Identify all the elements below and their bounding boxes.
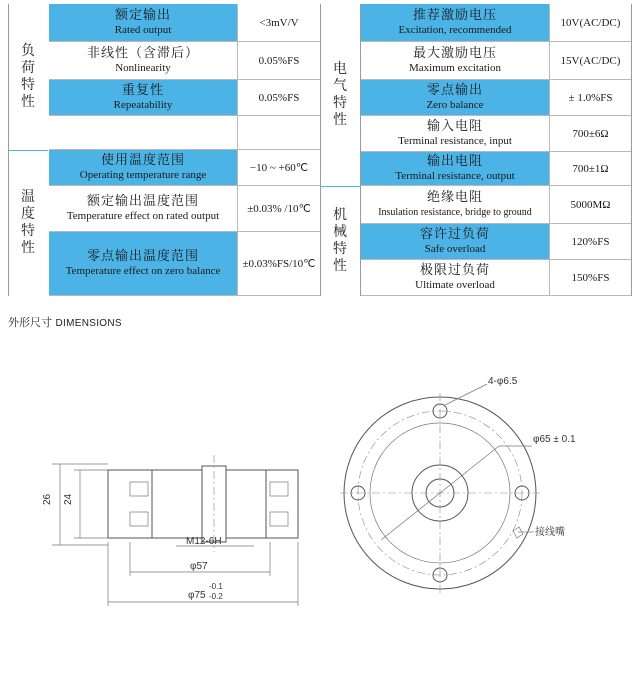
- height-outer-label: 26: [42, 493, 53, 505]
- side-pocket-2: [130, 512, 148, 526]
- side-view: [42, 455, 298, 606]
- bolt-circle-label: φ65 ± 0.1: [533, 434, 576, 445]
- spec-row-rated-output: 额定输出 Rated output <3mV/V: [49, 4, 320, 42]
- outer-diameter-label: φ75: [188, 590, 206, 601]
- side-pocket-4: [270, 512, 288, 526]
- spec-row-repeatability: 重复性 Repeatability 0.05%FS: [49, 80, 320, 116]
- spec-row-safe-overload: 容许过负荷 Safe overload 120%FS: [361, 224, 631, 260]
- spec-row-maximum-excitation: 最大激励电压 Maximum excitation 15V(AC/DC): [361, 42, 631, 80]
- side-body-left: [108, 470, 152, 538]
- group-label-temperature: 温 度 特 性: [21, 189, 35, 256]
- spec-row-output-resistance: 输出电阻 Terminal resistance, output 700±1Ω: [361, 152, 631, 186]
- side-pocket-3: [270, 482, 288, 496]
- spec-row-operating-temperature: 使用温度范围 Operating temperature range −10 ~ +60℃: [49, 150, 320, 186]
- dimensions-title-en: DIMENSIONS: [55, 318, 122, 329]
- side-pocket-1: [130, 482, 148, 496]
- outer-diameter-tol-lower: -0.2: [209, 592, 223, 601]
- side-body-right: [266, 470, 298, 538]
- holes-label: 4-φ6.5: [488, 376, 518, 387]
- top-view: [340, 376, 576, 593]
- spec-row-input-resistance: 输入电阻 Terminal resistance, input 700±6Ω: [361, 116, 631, 152]
- inner-diameter-label: φ57: [190, 561, 208, 572]
- height-inner-label: 24: [63, 493, 74, 505]
- group-label-load: 负 荷 特 性: [21, 43, 35, 110]
- spec-row-zero-balance: 零点输出 Zero balance ± 1.0%FS: [361, 80, 631, 116]
- thread-label: M12-6H: [186, 536, 222, 547]
- connector-mark: [513, 527, 523, 538]
- side-body-center-left: [152, 470, 202, 538]
- connector-label: 接线嘴: [535, 527, 565, 538]
- outer-diameter-tol-upper: -0.1: [209, 582, 223, 591]
- spec-row-temp-effect-rated: 额定输出温度范围 Temperature effect on rated output ±0.03% /10℃: [49, 186, 320, 232]
- spec-row-temp-effect-zero: 零点输出温度范围 Temperature effect on zero balance ±0.03%FS/10℃: [49, 232, 320, 296]
- group-label-electrical: 电 气 特 性: [333, 61, 347, 128]
- dimensions-title-zh: 外形尺寸: [8, 316, 52, 329]
- holes-leader: [445, 384, 487, 405]
- spec-row-ultimate-overload: 极限过负荷 Ultimate overload 150%FS: [361, 260, 631, 296]
- group-label-mechanical: 机 械 特 性: [333, 207, 347, 274]
- spec-row-insulation-resistance: 绝缘电阻 Insulation resistance, bridge to ground 5000MΩ: [361, 186, 631, 224]
- spec-row-nonlinearity: 非线性（含滞后） Nonlinearity 0.05%FS: [49, 42, 320, 80]
- side-body-center-right: [226, 470, 266, 538]
- spec-row-excitation-recommended: 推荐激励电压 Excitation, recommended 10V(AC/DC): [361, 4, 631, 42]
